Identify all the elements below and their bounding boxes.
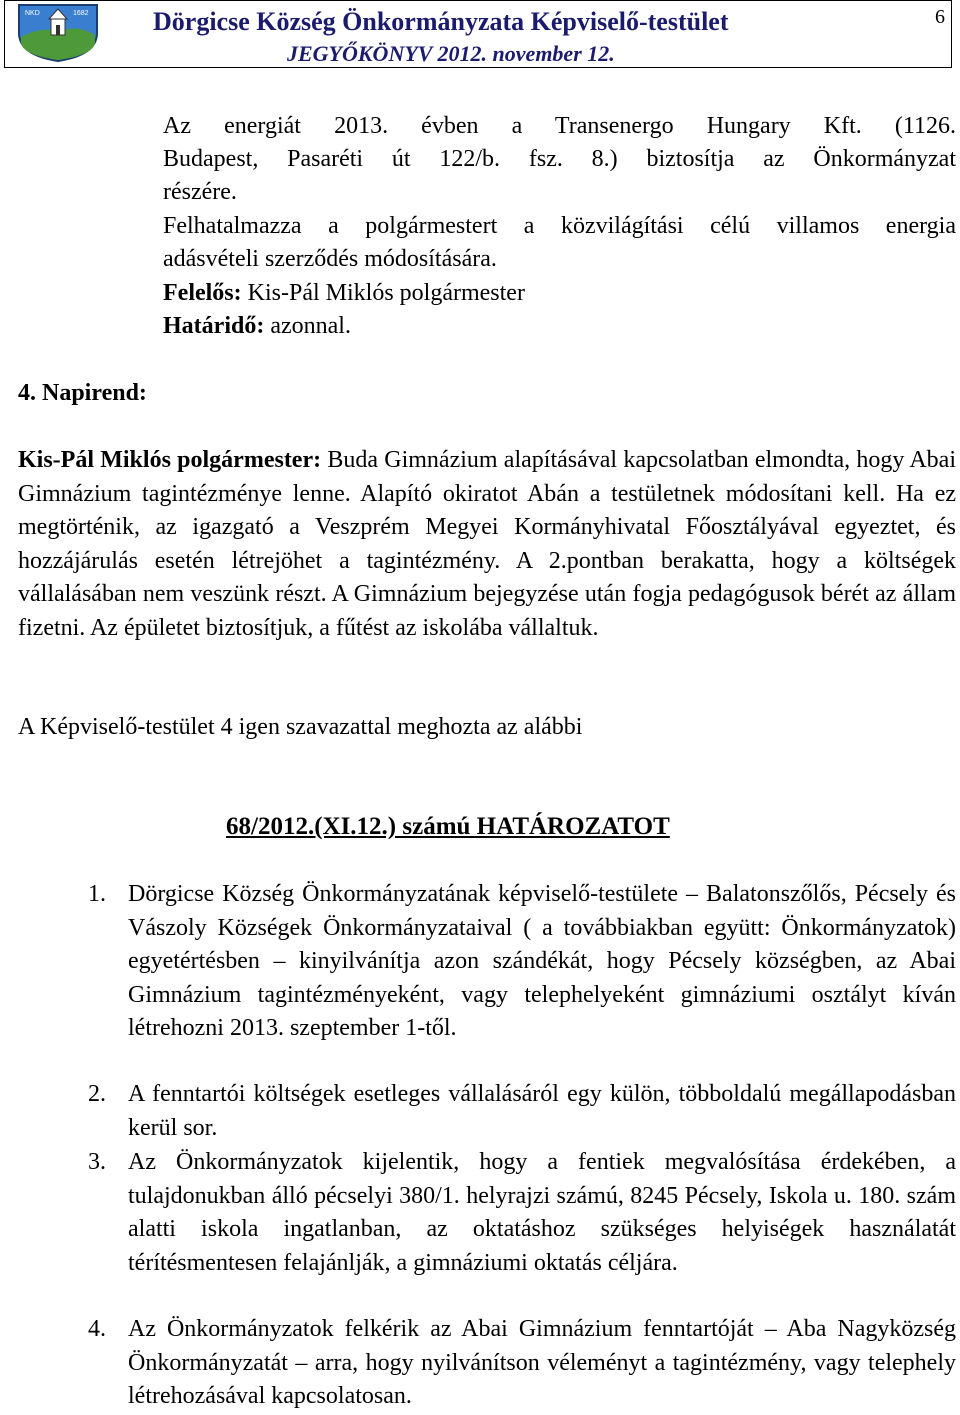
vote-text: A Képviselő-testület 4 igen szavazattal meghozta az alábbi [18, 714, 583, 740]
item-number: 3. [88, 1149, 106, 1175]
item-text: Dörgicse Község Önkormányzatának képviselő-testülete – Balatonszőlős, Pécsely és Vászoly Községek Önkormányzataival ( a továbbiakban együtt: Önkormányzatok) egyetértésben – kinyilvánítja azon szándékát, hogy Pécsely községben, az Abai Gimnázium tagintézményeként, vagy telephelyeként gimnáziumi osztályt kíván létrehozni 2013. szeptember 1-től. [128, 881, 956, 1041]
agenda-label: 4. Napirend: [18, 380, 147, 406]
top-line-5: adásvételi szerződés módosítására. [163, 246, 497, 272]
logo-text-left: NKD [25, 10, 40, 17]
top-line-3: részére. [163, 179, 237, 205]
coat-of-arms-logo [15, 3, 101, 63]
logo-text-right: 1682 [73, 10, 89, 17]
item-number: 1. [88, 881, 106, 907]
deadline-line [163, 310, 351, 343]
page-number: 6 [935, 6, 945, 28]
speaker-name: Kis-Pál Miklós polgármester: [18, 447, 322, 473]
speech-paragraph [18, 444, 956, 645]
item-number: 4. [88, 1316, 106, 1342]
responsible-line [163, 277, 525, 310]
decision-title: 68/2012.(XI.12.) számú HATÁROZATOT [226, 813, 670, 840]
page-header [4, 0, 952, 68]
top-line-1: Az energiát 2013. évben a Transenergo Hungary Kft. (1126. [163, 113, 956, 139]
speech-text: Buda Gimnázium alapításával kapcsolatban elmondta, hogy Abai Gimnázium tagintézménye lenne. Alapító okiratot Abán a testületnek módosítani kell. Ha ez megtörténik, az igazgató a Veszprém Megyei Kormányhivatal Főosztályával egyeztet, és hozzájárulás esetén létrejöhet a tagintézmény. A 2.pontban berakatta, hogy a költségek vállalásában nem veszünk részt. A Gimnázium bejegyzése után fogja pedagógusok bérét az állam fizetni. Az épületet biztosítjuk, a fűtést az iskolába vállaltuk. [18, 447, 956, 641]
deadline-label: Határidő: [163, 313, 265, 339]
top-line-2: Budapest, Pasaréti út 122/b. fsz. 8.) biztosítja az Önkormányzat [163, 146, 956, 172]
item-number: 2. [88, 1081, 106, 1107]
header-title: Dörgicse Község Önkormányzata Képviselő-testület [153, 7, 729, 36]
item-text: A fenntartói költségek esetleges vállalásáról egy külön, többoldalú megállapodásban kerül sor. [128, 1081, 956, 1141]
header-subtitle: JEGYŐKÖNYV 2012. november 12. [287, 41, 615, 66]
top-line-4: Felhatalmazza a polgármestert a közvilágítási célú villamos energia [163, 213, 956, 239]
deadline-value: azonnal. [264, 313, 351, 339]
item-text: Az Önkormányzatok felkérik az Abai Gimnázium fenntartóját – Aba Nagyközség Önkormányzatát – arra, hogy nyilvánítson véleményt a tagintézmény, vagy telephely létrehozásával kapcsolatosan. [128, 1316, 956, 1409]
responsible-label: Felelős: [163, 280, 242, 306]
responsible-value: Kis-Pál Miklós polgármester [241, 280, 525, 306]
item-text: Az Önkormányzatok kijelentik, hogy a fentiek megvalósítása érdekében, a tulajdonukban álló pécselyi 380/1. helyrajzi számú, 8245 Pécsely, Iskola u. 180. szám alatti iskola ingatlanban, az oktatáshoz szükséges helyiségek használatát térítésmentesen felajánlják, a gimnáziumi oktatás céljára. [128, 1149, 956, 1276]
